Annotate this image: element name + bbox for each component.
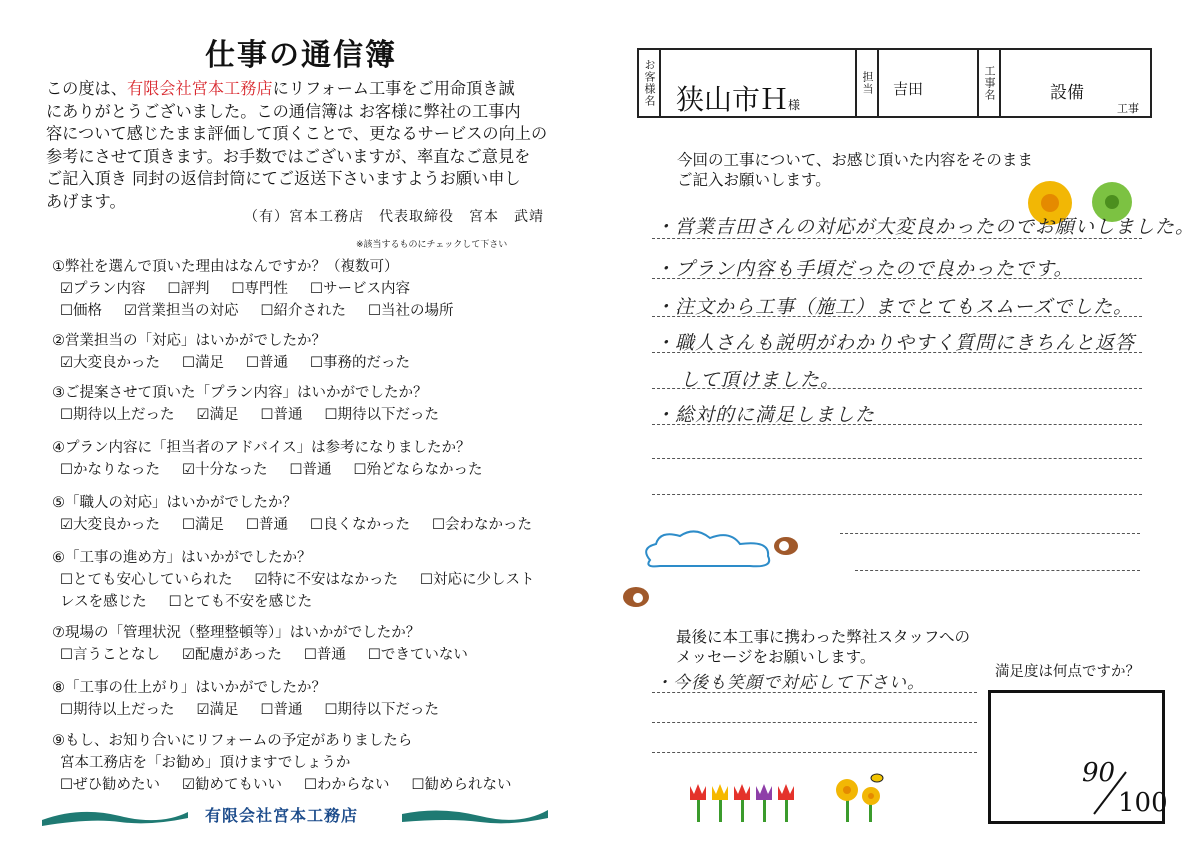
answer-line bbox=[652, 494, 1142, 495]
checkbox-option[interactable]: ☐ぜひ勧めたい bbox=[60, 777, 160, 793]
question-1 bbox=[52, 256, 476, 322]
work-label: 工事名 bbox=[979, 50, 1001, 116]
checkbox-option[interactable]: ☐評判 bbox=[167, 281, 210, 297]
checkbox-option[interactable]: ☑満足 bbox=[196, 407, 239, 423]
checkbox-option[interactable]: ☐事務的だった bbox=[310, 355, 410, 371]
checkbox-option[interactable]: ☐サービス内容 bbox=[310, 281, 410, 297]
checkbox-option[interactable]: ☐とても不安を感じた bbox=[168, 594, 313, 610]
question-8 bbox=[52, 677, 461, 721]
checkbox-option[interactable]: ☐満足 bbox=[182, 517, 224, 533]
tanto-label: 担当 bbox=[857, 50, 879, 116]
question-title: ④プラン内容に「担当者のアドバイス」は参考になりましたか？ bbox=[52, 440, 471, 456]
question-title: ⑥「工事の進め方」はいかがでしたか？ bbox=[52, 550, 312, 566]
message-line bbox=[652, 722, 977, 723]
answer-line bbox=[855, 570, 1140, 571]
option-row bbox=[52, 644, 490, 666]
customer-label: お客様名 bbox=[639, 50, 661, 116]
checkbox-option[interactable]: ☐殆どならなかった bbox=[353, 462, 483, 478]
page-title: 仕事の通信簿 bbox=[205, 38, 397, 73]
message-text: ・今後も笑顔で対応して下さい。 bbox=[655, 673, 925, 693]
comment-line-6: ・総対的に満足しました bbox=[655, 404, 876, 426]
company-name-red: 有限会社宮本工務店 bbox=[126, 79, 273, 98]
question-4 bbox=[52, 437, 505, 481]
option-row bbox=[52, 514, 554, 536]
checkbox-option[interactable]: ☐できていない bbox=[367, 647, 468, 663]
option-row bbox=[52, 352, 432, 374]
checkbox-option[interactable]: ☑大変良かった bbox=[60, 355, 160, 371]
comment-prompt bbox=[677, 150, 1033, 190]
cloud-icon bbox=[640, 528, 780, 570]
checkbox-option[interactable]: ☐期待以下だった bbox=[324, 407, 439, 423]
option-row bbox=[52, 569, 557, 591]
checkbox-option[interactable]: ☐普通 bbox=[260, 407, 303, 423]
daisy-flowers-icon bbox=[833, 772, 888, 824]
checkbox-option[interactable]: ☐わからない bbox=[304, 777, 390, 793]
option-row bbox=[52, 278, 476, 300]
question-7 bbox=[52, 622, 490, 666]
check-note: ※該当するものにチェックして下さい bbox=[356, 240, 508, 250]
signature: （有）宮本工務店 代表取締役 宮本 武靖 bbox=[244, 209, 544, 225]
intro-text bbox=[46, 78, 586, 213]
intro-line: にありがとうございました。この通信簿は お客様に弊社の工事内 bbox=[46, 101, 521, 121]
option-row bbox=[52, 300, 476, 322]
question-9 bbox=[52, 730, 534, 796]
intro-line: ご記入頂き 同封の返信封筒にてご返送下さいますようお願い申し bbox=[46, 169, 521, 188]
question-title: ⑧「工事の仕上がり」はいかがでしたか？ bbox=[52, 680, 326, 696]
checkbox-option[interactable]: ☐期待以上だった bbox=[60, 702, 175, 718]
checkbox-option[interactable]: ☐普通 bbox=[289, 462, 332, 478]
prompt-line: メッセージをお願いします。 bbox=[676, 648, 876, 666]
checkbox-option[interactable]: ☑配慮があった bbox=[182, 647, 282, 663]
work-name: 設備 bbox=[1050, 83, 1084, 103]
checkbox-option[interactable]: ☐とても安心していられた bbox=[60, 572, 233, 588]
footer-company-name: 有限会社宮本工務店 bbox=[205, 806, 359, 825]
checkbox-option[interactable]: ☑十分なった bbox=[182, 462, 268, 478]
checkbox-option[interactable]: ☑特に不安はなかった bbox=[254, 572, 398, 588]
checkbox-option[interactable]: ☐紹介された bbox=[260, 303, 346, 319]
checkbox-option[interactable]: ☐言うことなし bbox=[60, 647, 160, 663]
option-row bbox=[52, 459, 505, 481]
checkbox-option[interactable]: ☑プラン内容 bbox=[60, 281, 146, 297]
bird-icon bbox=[770, 532, 804, 558]
bird-icon bbox=[618, 582, 654, 610]
question-3 bbox=[52, 382, 461, 426]
customer-name bbox=[676, 78, 800, 118]
option-row bbox=[52, 699, 461, 721]
intro-line: 容について感じたまま評価して頂くことで、更なるサービスの向上の bbox=[46, 124, 548, 143]
checkbox-option[interactable]: ☐普通 bbox=[246, 355, 288, 371]
comment-line-5: して頂けました。 bbox=[680, 369, 841, 391]
checkbox-option[interactable]: ☐当社の場所 bbox=[368, 303, 454, 319]
question-title: ⑦現場の「管理状況（整理整頓等）」はいかがでしたか？ bbox=[52, 625, 421, 641]
question-title: ②営業担当の「対応」はいかがでしたか？ bbox=[52, 333, 326, 349]
checkbox-option[interactable]: ☐良くなかった bbox=[310, 517, 410, 533]
customer-name-value: 狭山市Ｈ bbox=[676, 83, 789, 116]
question-title: ⑤「職人の対応」はいかがでしたか？ bbox=[52, 495, 297, 511]
work-suffix: 工事 bbox=[1117, 102, 1139, 115]
question-title: ③ご提案させて頂いた「プラン内容」はいかがでしたか？ bbox=[52, 385, 428, 401]
tanto-name: 吉田 bbox=[893, 80, 924, 98]
comment-line-4: ・職人さんも説明がわかりやすく質問にきちんと返答 bbox=[655, 332, 1136, 354]
prompt-line: ご記入お願いします。 bbox=[677, 171, 831, 189]
comment-line-3: ・注文から工事（施工）までとてもスムーズでした。 bbox=[655, 296, 1134, 318]
message-prompt bbox=[676, 627, 970, 667]
checkbox-option[interactable]: ☐満足 bbox=[182, 355, 224, 371]
question-title: ⑨もし、お知り合いにリフォームの予定がありましたら bbox=[52, 733, 413, 749]
option-row bbox=[52, 404, 461, 426]
wave-decoration-right bbox=[400, 804, 550, 830]
checkbox-option[interactable]: ☐勧められない bbox=[411, 777, 512, 793]
checkbox-option[interactable]: ☑満足 bbox=[196, 702, 239, 718]
question-6 bbox=[52, 547, 557, 613]
checkbox-option[interactable]: ☑大変良かった bbox=[60, 517, 160, 533]
checkbox-option[interactable]: ☐普通 bbox=[303, 647, 346, 663]
satisfaction-question: 満足度は何点ですか？ bbox=[995, 664, 1140, 680]
wave-decoration-left bbox=[40, 804, 190, 830]
checkbox-option[interactable]: ☐期待以上だった bbox=[60, 407, 175, 423]
option-row bbox=[52, 591, 557, 613]
checkbox-option[interactable]: ☐価格 bbox=[60, 303, 102, 319]
checkbox-option[interactable]: ☐期待以下だった bbox=[324, 702, 439, 718]
question-5 bbox=[52, 492, 554, 536]
checkbox-option[interactable]: ☐会わなかった bbox=[432, 517, 532, 533]
checkbox-option[interactable]: ☐対応に少しスト bbox=[420, 572, 535, 588]
checkbox-option[interactable]: ☐普通 bbox=[260, 702, 303, 718]
question-2 bbox=[52, 330, 432, 374]
checkbox-option[interactable]: ☐かなりなった bbox=[60, 462, 160, 478]
comment-line-2: ・プラン内容も手頃だったので良かったです。 bbox=[655, 258, 1074, 280]
option-row bbox=[52, 752, 534, 774]
checkbox-option[interactable]: ☑営業担当の対応 bbox=[124, 303, 239, 319]
option-row bbox=[52, 774, 534, 796]
message-line bbox=[652, 752, 977, 753]
score-max: 100 bbox=[1118, 788, 1168, 818]
option-text: 宮本工務店を「お勧め」頂けますでしょうか bbox=[60, 755, 351, 771]
question-title: ①弊社を選んで頂いた理由はなんですか？（複数可） bbox=[52, 259, 399, 275]
checkbox-option[interactable]: ☐専門性 bbox=[231, 281, 288, 297]
intro-line: あげます。 bbox=[46, 191, 126, 211]
answer-line bbox=[652, 458, 1142, 459]
checkbox-option[interactable]: ☑勧めてもいい bbox=[182, 777, 282, 793]
sama-suffix: 様 bbox=[788, 98, 801, 112]
intro-line: にリフォーム工事をご用命頂き誠 bbox=[272, 79, 515, 98]
intro-line: この度は、 bbox=[46, 79, 127, 98]
prompt-line: 最後に本工事に携わった弊社スタッフへの bbox=[676, 628, 971, 646]
comment-line-1: ・営業吉田さんの対応が大変良かったのでお願いしました。 bbox=[655, 216, 1196, 238]
intro-line: 参考にさせて頂きます。お手数ではございますが、率直なご意見を bbox=[46, 146, 531, 166]
prompt-line: 今回の工事について、お感じ頂いた内容をそのまま bbox=[677, 151, 1033, 169]
checkbox-option[interactable]: ☐普通 bbox=[246, 517, 288, 533]
tulips-icon bbox=[688, 780, 803, 824]
option-text: レスを感じた bbox=[60, 594, 147, 610]
answer-line bbox=[840, 533, 1140, 534]
score-value: 90 bbox=[1082, 758, 1116, 788]
